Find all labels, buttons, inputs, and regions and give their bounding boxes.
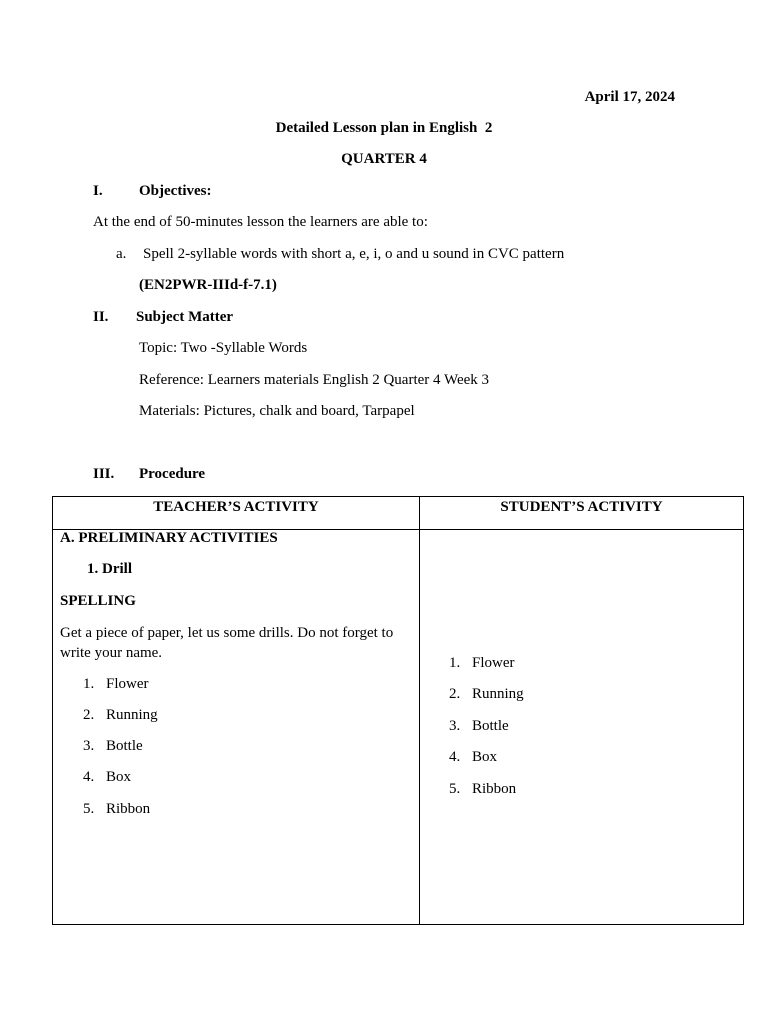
student-word-number: 5.: [449, 781, 461, 797]
teacher-word: Bottle: [106, 738, 143, 754]
teacher-word-number: 5.: [83, 801, 95, 817]
student-word: Flower: [472, 655, 515, 671]
student-word: Running: [472, 686, 524, 702]
objectives-numeral: I.: [93, 183, 103, 199]
objective-letter: a.: [116, 246, 127, 262]
preliminary-activities-heading: A. PRELIMINARY ACTIVITIES: [60, 530, 278, 546]
student-activity-header: STUDENT’S ACTIVITY: [500, 499, 663, 515]
reference-line: Reference: Learners materials English 2 Quarter 4 Week 3: [139, 372, 490, 388]
student-word-number: 4.: [449, 749, 461, 765]
topic-line: Topic: Two -Syllable Words: [139, 340, 308, 356]
quarter-label: QUARTER 4: [341, 151, 427, 167]
objectives-intro: At the end of 50-minutes lesson the learners are able to:: [93, 214, 428, 230]
teacher-word-number: 4.: [83, 769, 95, 785]
teacher-word: Ribbon: [106, 801, 151, 817]
student-word: Ribbon: [472, 781, 517, 797]
procedure-numeral: III.: [93, 466, 115, 482]
teacher-word-number: 2.: [83, 707, 95, 723]
subject-matter-numeral: II.: [93, 309, 109, 325]
drill-heading: 1. Drill: [87, 561, 132, 577]
lesson-date: April 17, 2024: [584, 89, 675, 105]
student-word-number: 2.: [449, 686, 461, 702]
teacher-activity-cell: [53, 530, 419, 924]
student-word: Box: [472, 749, 498, 765]
competency-code: (EN2PWR-IIId-f-7.1): [139, 277, 277, 293]
teacher-word: Flower: [106, 676, 149, 692]
teacher-activity-header: TEACHER’S ACTIVITY: [153, 499, 319, 515]
student-activity-cell: [420, 530, 743, 924]
student-word: Bottle: [472, 718, 509, 734]
teacher-word-number: 3.: [83, 738, 95, 754]
student-word-number: 3.: [449, 718, 461, 734]
spelling-heading: SPELLING: [60, 593, 136, 609]
subject-matter-heading: Subject Matter: [136, 309, 234, 325]
objectives-heading: Objectives:: [139, 183, 212, 199]
procedure-heading: Procedure: [139, 466, 206, 482]
activity-table: [52, 496, 744, 925]
materials-line: Materials: Pictures, chalk and board, Tarpapel: [139, 403, 415, 419]
teacher-word: Box: [106, 769, 132, 785]
teacher-word-number: 1.: [83, 676, 95, 692]
teacher-word: Running: [106, 707, 158, 723]
drill-instruction: Get a piece of paper, let us some drills. Do not forget to write your name.: [60, 625, 394, 661]
objective-text: Spell 2-syllable words with short a, e, i, o and u sound in CVC pattern: [143, 246, 565, 262]
student-word-number: 1.: [449, 655, 461, 671]
document-title: Detailed Lesson plan in English 2: [275, 120, 493, 136]
